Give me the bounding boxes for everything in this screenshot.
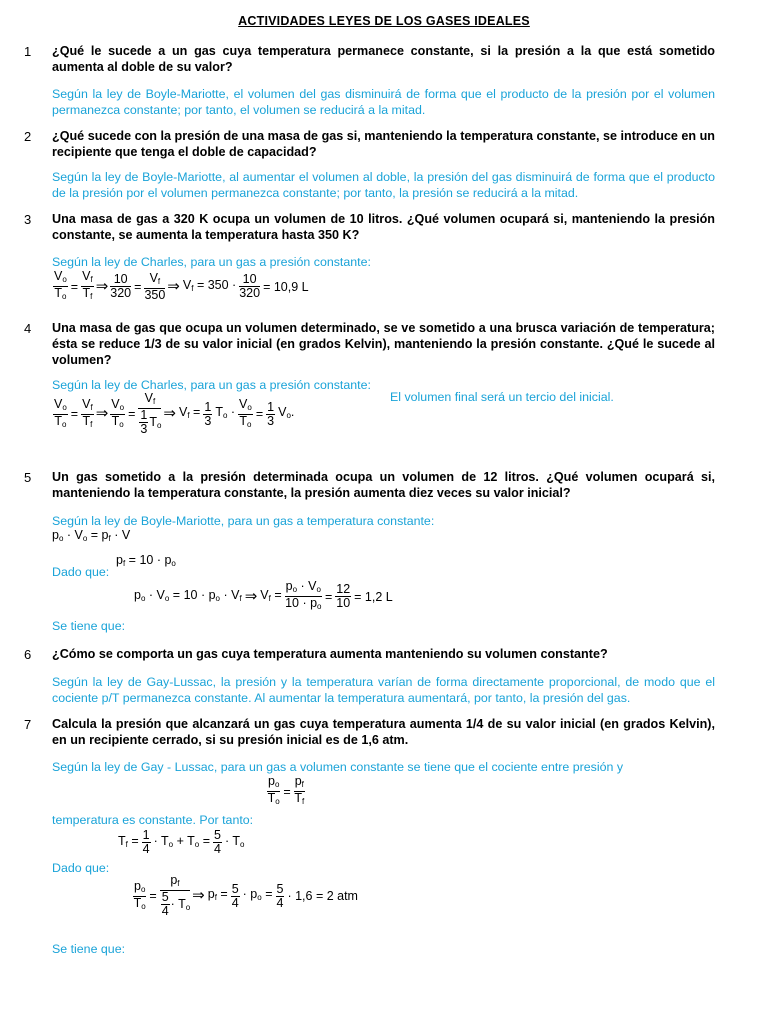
answer-text: Según la ley de Gay-Lussac, la presión y la temperatura varían de forma directamente proporcional, de modo que el cociente p/T permanezca constante. Al aumentar la temperatura aumentará, por tanto, la presión del gas. [52,675,715,705]
question-text: Calcula la presión que alcanzará un gas cuya temperatura aumenta 1/4 de su valor inicial (en grados Kelvin), en un recipiente cerrado, si su presión inicial es de 1,6 atm. [52,717,715,747]
answer-text: Según la ley de Boyle-Mariotte, el volumen del gas disminuirá de forma que el producto de la presión por el volumen permanezca constante; por tanto, el volumen se reducirá a la mitad. [52,87,715,117]
formula-charles-4: $\frac{V_o}{T_o}$ = $\frac{V_f}{T_f}$ ⇒ $\frac{V_o}{T_o}$ = $V_f$ $\frac{1}{3}$ $T_o$ ⇒ $V_f$ = $\frac{1}{3}$ $T_o$ · $\frac{V_o}{T_o}$ = $\frac{1}{3}$ $V_o$. [54,391,295,436]
formula-charles-3: $\frac{V_o}{T_o}$ = $\frac{V_f}{T_f}$ ⇒ $\frac{10}{320}$ = $\frac{V_f}{350}$ ⇒ $V_f = 350$ · $\frac{10}{320}$ = 10,9 L [54,269,309,302]
question-text: Una masa de gas a 320 K ocupa un volumen de 10 litros. ¿Qué volumen ocupará si, manteniendo la presión constante, se aumenta la temperatura hasta 350 K? [52,212,715,242]
item-number: 1 [24,44,32,59]
formula-boyle-5c: $p_o \cdot V_o = 10 \cdot p_o \cdot V_f$ ⇒ $V_f$ = $\frac{p_o \cdot V_o}{10 \cdot p_o}$ = $\frac{12}{10}$ = 1,2 L [134,579,393,611]
question-text: Una masa de gas que ocupa un volumen determinado, se ve sometido a una brusca variación de temperatura; ésta se reduce 1/3 de su valor inicial (en grados Kelvin), manteniendo la presión constante. ¿Qué le sucede al volumen? [52,321,715,367]
item-number: 7 [24,717,32,732]
page-title: ACTIVIDADES LEYES DE LOS GASES IDEALES [238,14,530,28]
item-number: 2 [24,129,32,144]
item-number: 5 [24,470,32,485]
question-text: ¿Qué le sucede a un gas cuya temperatura permanece constante, si la presión a la que está sometido aumenta al doble de su valor? [52,44,715,74]
item-number: 4 [24,321,32,336]
answer-text: Según la ley de Gay - Lussac, para un gas a volumen constante se tiene que el cociente entre presión y [52,760,624,774]
se-tiene-que-label: Se tiene que: [52,619,126,633]
formula-gay-lussac-7b: $T_f$ = $\frac{1}{4}$ · $T_o + T_o$ = $\frac{5}{4}$ · $T_o$ [118,828,245,856]
answer-text: Según la ley de Boyle-Mariotte, para un gas a temperatura constante: [52,514,435,528]
se-tiene-que-label: Se tiene que: [52,942,126,956]
dado-que-label: Dado que: [52,565,110,579]
dado-que-label: Dado que: [52,861,110,875]
question-text: Un gas sometido a la presión determinada ocupa un volumen de 12 litros. ¿Qué volumen ocupará si, manteniendo la temperatura constante, la presión aumenta diez veces su valor inicial? [52,470,715,500]
item-number: 3 [24,212,32,227]
answer-text: Según la ley de Boyle-Mariotte, al aumentar el volumen al doble, la presión del gas disminuirá de forma que el producto de la presión por el volumen permanezca constante; por tanto, la presión se reducirá a la mitad. [52,170,715,200]
formula-gay-lussac-7a: $\frac{p_o}{T_o}$ = $\frac{p_f}{T_f}$ [267,774,305,806]
answer-text-2: temperatura es constante. Por tanto: [52,813,254,827]
conclusion-note: El volumen final será un tercio del inicial. [390,390,614,404]
formula-boyle-5b: $p_f = 10 \cdot p_o$ [116,553,176,568]
item-number: 6 [24,647,32,662]
answer-text: Según la ley de Charles, para un gas a presión constante: [52,378,371,392]
answer-text: Según la ley de Charles, para un gas a presión constante: [52,255,371,269]
question-text: ¿Cómo se comporta un gas cuya temperatura aumenta manteniendo su volumen constante? [52,647,608,661]
formula-gay-lussac-7c: $\frac{p_o}{T_o}$ = $p_f$ $\frac{5}{4}$ · $T_o$ ⇒ $p_f$ = $\frac{5}{4}$ · $p_o$ = $\frac{5}{4}$ · 1,6 = 2 atm [133,873,358,918]
formula-boyle-5a: $p_o \cdot V_o = p_f \cdot V$ [52,528,131,543]
question-text: ¿Qué sucede con la presión de una masa de gas si, manteniendo la temperatura constante, se introduce en un recipiente que tenga el doble de capacidad? [52,129,715,159]
